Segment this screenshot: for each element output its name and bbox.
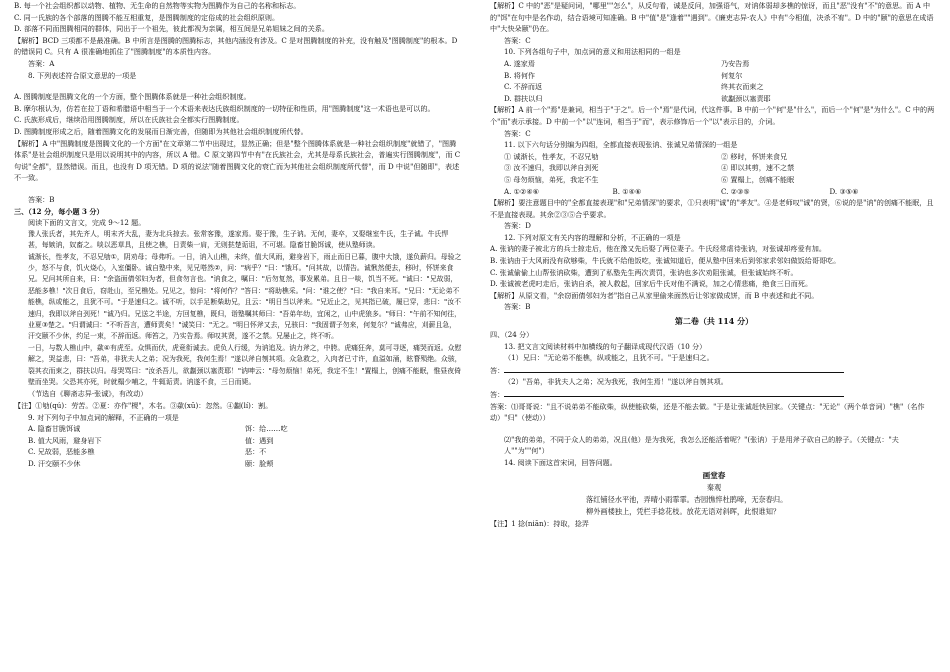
q13-answer-2: ⑵"我的弟弟，不同于众人的弟弟，况且(他）是为我死，我怎么还能活着呢？"(张讷）于是用斧子砍自己的脖子。（关键点："夫人""为""何"） xyxy=(504,434,899,456)
q10-option-d-1: D. 群扶以归 xyxy=(504,93,543,103)
q11-item-6: ⑥ 置榻上，创痛不能眠 xyxy=(721,174,795,184)
q9-option-d-gloss: 颐：脸颊 xyxy=(245,458,274,468)
q10-option-a-2: 乃安告焉 xyxy=(721,58,750,68)
q11-options xyxy=(490,186,938,198)
q8-option-c: C. 氏族形成后，继续沿用图腾制度，所以在氏族社会全都实行图腾制度。 xyxy=(14,115,244,125)
q10-answer: 答案：C xyxy=(504,128,531,138)
q10-option-c-1: C. 不辞而返 xyxy=(504,82,543,92)
passage-para-2: 诚渐长，性孝友，不忍兄劬①，阴劝母；母弗听。一日，讷入山樵，未终，值大风雨，避身岩下，雨止而日已暮，腹中大饿，遂负薪归。母验之少，怒不与食，饥火烧心，入室僵卧。诚自塾中来，见兄嗒然②，问："病乎？"曰："饿耳。"问其故，以情告。诚愀然便去，移时，怀饼来食兄。兄问其所自来，曰："余盗面倩邻妇为者，但食勿言也。"讷食之，嘱曰："后勿复然，事发累弟。且日一啖，饥当不死。"诚曰："兄故弱，恶能多樵！"次日食后，窃赴山，至兄樵处。兄见之，惊问："将何作？"答曰："将助樵采。"问："谁之使？"曰："我自来耳。"兄曰："无论弟不能樵，纵或能之，且犹不可。"于是速归之。诚不听，以手足断柴助兄，且云："明日当以斧来。"兄近止之，见其指已破，履已穿，悲曰："汝不速归，我即以斧自刭死！"诚乃归。兄送之半途，方回复樵，既归，诣塾嘱其师曰："吾弟年幼，宜闲之，山中虎狼多。"师曰："午前不知何往，业夏③楚之。"归谓诚曰："不听吾言，遭师责矣！"诚笑曰："无之。"明日怀斧又去，兄骇曰："我固谓子勿来，何复尔？"诚弗应，刈薪且急，汗交颐不少休，约足一束，不辞而返。师笞之，乃实告焉。师叹其贤，遂不之禁。兄屡止之，终不听。 xyxy=(28,252,462,341)
q7-answer: 答案：A xyxy=(28,58,55,68)
poem-title: 画堂春 xyxy=(702,470,726,480)
q12-option-a: A. 张讷的妻子被北方的兵士掠走后，他在豫又先后娶了两位妻子。牛氏经常虐待张讷，对张诚却疼爱有加。 xyxy=(490,244,826,254)
q11-item-2: ② 移时，怀饼来食兄 xyxy=(721,151,788,161)
passage-para-1: 豫人张氏者，其先齐人，明末齐大乱，妻为北兵掠去。张常客豫，遂家焉。娶于豫，生子讷。无何，妻卒，又娶继室牛氏，生子诚。牛氏悍甚，每嫉讷，奴畜之。啖以恶草具，且使之樵，日责柴一肩，无则挞楚诟诅，不可堪。隐畜甘脆饵诚，使从塾师读。 xyxy=(28,229,449,250)
q12-answer: 答案：B xyxy=(504,302,531,312)
q10-option-b-1: B. 将何作 xyxy=(504,70,536,80)
q11-option-a: A. ①②④⑥ xyxy=(504,186,540,196)
q7-option-b: B. 每一个社会组织都以动物、植物、无生命的自然物等实物为图腾作为自己的名称和标志。 xyxy=(14,1,301,10)
q9-option-b-gloss: 值：遇到 xyxy=(245,435,274,445)
answer-label: 答： xyxy=(490,365,505,375)
q10-option-b-2: 何复尔 xyxy=(721,70,743,80)
q10-option-d-2: 欲劙颈以塞责耶 xyxy=(721,93,771,103)
q10-analysis: 【解析】A 前一个"焉"是兼词，相当于"于之"。后一个"焉"是代词，代这件事。B 中前一个"何"是"什么"，而后一个"何"是"为什么"。C 中的两个"而"表示承接。D 中前一个"以"连词，相当于"而"，表示修饰后一个"以"表示目的，介词。 xyxy=(490,105,935,126)
q10-stem: 10. 下列各组句子中，加点词的意义和用法相同的一组是 xyxy=(504,47,681,57)
q7-option-d: D. 部落不同而图腾相同的群体，同出于一个祖先，彼此都视为亲属，相互间是兄弟姐妹之间的关系。 xyxy=(14,24,329,34)
q11-item-5: ⑤ 母勿烦恼，弟死，我定不生 xyxy=(504,174,599,184)
q12-analysis: 【解析】从原文看，"余窃面倩邻妇为者"指自己从家里偷来面然后让邻家做成饼，而 B 中表述和此不同。 xyxy=(490,290,819,300)
poem-line-2: 柳外画楼独上，凭栏手捻花枝。放花无语对斜晖，此恨谁知？ xyxy=(586,506,781,516)
passage-source: （节选自《聊斋志异·张诚》，有改动） xyxy=(28,389,148,399)
poem-line-1: 落红铺径水平池，弄晴小雨霏霏。杏园憔悴杜鹃啼，无奈春归。 xyxy=(586,494,788,504)
q9-option-d: D. 汗交颐不少休 xyxy=(28,458,81,468)
q12-option-d: D. 张诚被老虎叼走后，张讷自杀，被人救起，回家后牛氏对他不满说，加之心情悲痛，绝食三日而死。 xyxy=(490,279,813,289)
q12-option-c: C. 张诚偷偷上山帮张讷砍柴，遭到了私塾先生两次责罚，张讷也多次劝阻张诚，但张诚始终不听。 xyxy=(490,267,798,277)
q11-items xyxy=(490,151,938,186)
q7-option-c: C. 同一氏族的各个部落的图腾不能互相重复，是图腾制度的定俗成的社会组织原则。 xyxy=(14,12,280,22)
q7-analysis: 【解析】BCD 三项都不是最准确。B 中所言是图腾的图腾标志，其他内涵没有涉及。C 是对图腾制度的补充，没有触及"图腾制度"的根本。D 的错误同 C。只有 A 很准确地抓住了"图腾制度"的本质性内容。 xyxy=(14,35,458,57)
poem-note: 【注】1 捻(niān)：持取，捻弄 xyxy=(490,518,589,528)
q11-option-c: C. ②③⑤ xyxy=(721,186,750,196)
q14-stem: 14. 阅读下面这首宋词，回答问题。 xyxy=(504,457,617,467)
passage-para-3: 一日，与数人樵山中，歘④有虎至。众惧而伏，虎竟衔诚去。虎负人行缓，为讷追及。讷力斧之，中胯。虎痛狂奔，莫可寻逐，痛哭而返。众慰解之，哭益悲，曰："吾弟，非犹夫人之弟；况为我死，我何生焉！"遂以斧自刎其项。众急救之，入肉者已寸许，血溢如涌，眩瞀殒绝。众骇，裂其衣而束之，群扶以归。母哭骂曰："汝杀吾儿，欲劙颈以塞责耶！"讷呻云："母勿烦恼！弟死，我定不生！"置榻上，创痛不能眠，惟昼夜倚壁而坐哭。父恐其亦死，时就榻少哺之，牛辄诟责。讷遂不食，三日而毙。 xyxy=(28,343,462,386)
q9-option-c: C. 兄故弱，恶能多樵 xyxy=(28,447,95,457)
q9-option-c-gloss: 恶：不 xyxy=(245,447,267,457)
answer-label: 答： xyxy=(490,390,505,399)
q8-answer: 答案：B xyxy=(28,194,55,204)
section-3-heading: 三、（12 分，每小题 3 分） xyxy=(14,206,104,216)
q9-option-a-gloss: 饵：给……吃 xyxy=(245,424,288,434)
q8-analysis: 【解析】A 中"图腾制度是图腾文化的一个方面"在文章第二节中出现过，显然正确；但是"整个图腾体系就是一种社会组织制度"就错了，"图腾体系"是社会组织制度只是用以说明其中的内容，所以 A 错。C 原文第四节中有"在氏族社会，尤其是母系氏族社会，普遍实行图腾制度"，而 C 句说"全都"，显然错误。而且，也没有 D 项无错。D 项的说法"随着图腾文化的衰亡而为其他社会组织制度所代替"，而 D 中说"但随即"，表述不一致。 xyxy=(14,138,461,183)
q11-item-4: ④ 即以其剪，速不之禁 xyxy=(721,163,795,173)
section-4-heading: 四、（24 分） xyxy=(490,330,534,340)
q9-analysis: 【解析】C 中的"恶"是疑问词，"哪里""怎么"，从反句看，诚是反问，加强语气，对讷体弱却多樵的惊讶，而且"恶"没有"不"的意思。而 A 中的"饵"在句中是名作动，结合语境可知准确。B 中"值"是"逢着""遇到"。《廉吏志异·农人》中有"今相值，决杀不宥"。D 中的"颐"的意思在成语中"大快朵颐"仍在。 xyxy=(490,1,934,34)
q9-option-b: B. 值大风雨，避身岩下 xyxy=(28,435,102,445)
poem-author: 秦观 xyxy=(706,482,722,492)
q13-1-answer-line xyxy=(490,364,938,377)
q11-option-d: D. ③⑤⑥ xyxy=(829,186,859,196)
q12-stem: 12. 下列对原文有关内容的理解和分析，不正确的一项是 xyxy=(504,232,681,242)
q13-stem: 13. 把文言文阅读材料中加横线的句子翻译成现代汉语（10 分） xyxy=(504,341,707,351)
q9-answer: 答案：C xyxy=(504,35,531,45)
volume-2-heading: 第二卷（共 114 分） xyxy=(674,316,754,327)
q11-analysis: 【解析】要注意题目中的"全都直接表现"和"兄弟情深"的要求，①只表明"诚"的"孝友"。④是老师叹"诚"的贤，⑥说的是"讷"的创痛不能眠，且不是直接表现。其余②③⑤合乎要求。 xyxy=(490,198,934,219)
section-3-intro: 阅读下面的文言文，完成 9～12 题。 xyxy=(28,218,146,228)
q13-2-sentence: （2）"吾弟，非犹夫人之弟；况为我死，我何生焉！"遂以斧自刎其项。 xyxy=(504,377,728,387)
q11-answer: 答案：D xyxy=(504,221,531,231)
answer-underline xyxy=(504,364,844,373)
q11-option-b: B. ①④⑥ xyxy=(612,186,642,196)
q8-option-d: D. 图腾制度形成之后，随着图腾文化的发展而日渐完善，但随即为其他社会组织制度所代替。 xyxy=(14,126,308,136)
q10-options xyxy=(490,58,938,104)
q13-2-answer-line xyxy=(490,388,938,401)
q13-1-sentence: （1）兄曰："无论弟不能樵，纵或能之，且犹不可。"于是速归之。 xyxy=(504,353,714,363)
q12-option-b: B. 张讷由于大风雨没有砍够柴，牛氏就不给他饭吃，张诚知道后，便从塾中回来后到邻家求邻妇做饭给哥哥吃。 xyxy=(490,256,841,266)
q10-option-c-2: 终其衣而束之 xyxy=(721,82,764,92)
q9-options xyxy=(14,423,462,469)
q13-answer-1: 答案：⑴哥哥说："且不说弟弟不能砍柴，纵使能砍柴，还是不能去做。"于是让张诚赶快回家。（关键点："无论"（两个单音词）"樵"（名作动）"归"（使动）） xyxy=(490,401,925,423)
q11-stem: 11. 以下六句话分别编为四组，全都直接表现张讷、张诚兄弟情深的一组是 xyxy=(504,140,738,150)
q9-option-a: A. 隐畜甘脆饵诚 xyxy=(28,424,81,434)
answer-underline xyxy=(504,388,844,397)
q8-option-b: B. 摩尔根认为，仿若在拉丁语和希腊语中相当于一个术语来表达氏族组织制度的一切特征和性质，用"图腾制度"这一术语也是可以的。 xyxy=(14,103,435,113)
q8-stem: 8. 下列表述符合原文意思的一项是 xyxy=(28,70,137,80)
passage-notes: 【注】①劬(qú)：劳苦。②夏：亦作"榎"，木名。③歘(xū)：忽然。④劙(lí)：割。 xyxy=(14,400,273,410)
q11-item-1: ① 诚渐长，性孝友，不忍兄劬 xyxy=(504,151,599,161)
left-column xyxy=(14,0,462,672)
q9-stem: 9. 对下列句子中加点词的解释，不正确的一项是 xyxy=(28,412,179,422)
right-column xyxy=(490,0,938,672)
q11-item-3: ③ 汝不速归，我即以斧自刭死 xyxy=(504,163,599,173)
q10-option-a-1: A. 遂家焉 xyxy=(504,58,535,68)
q8-option-a: A. 图腾制度是图腾文化的一个方面，整个图腾体系就是一种社会组织制度。 xyxy=(14,92,251,102)
